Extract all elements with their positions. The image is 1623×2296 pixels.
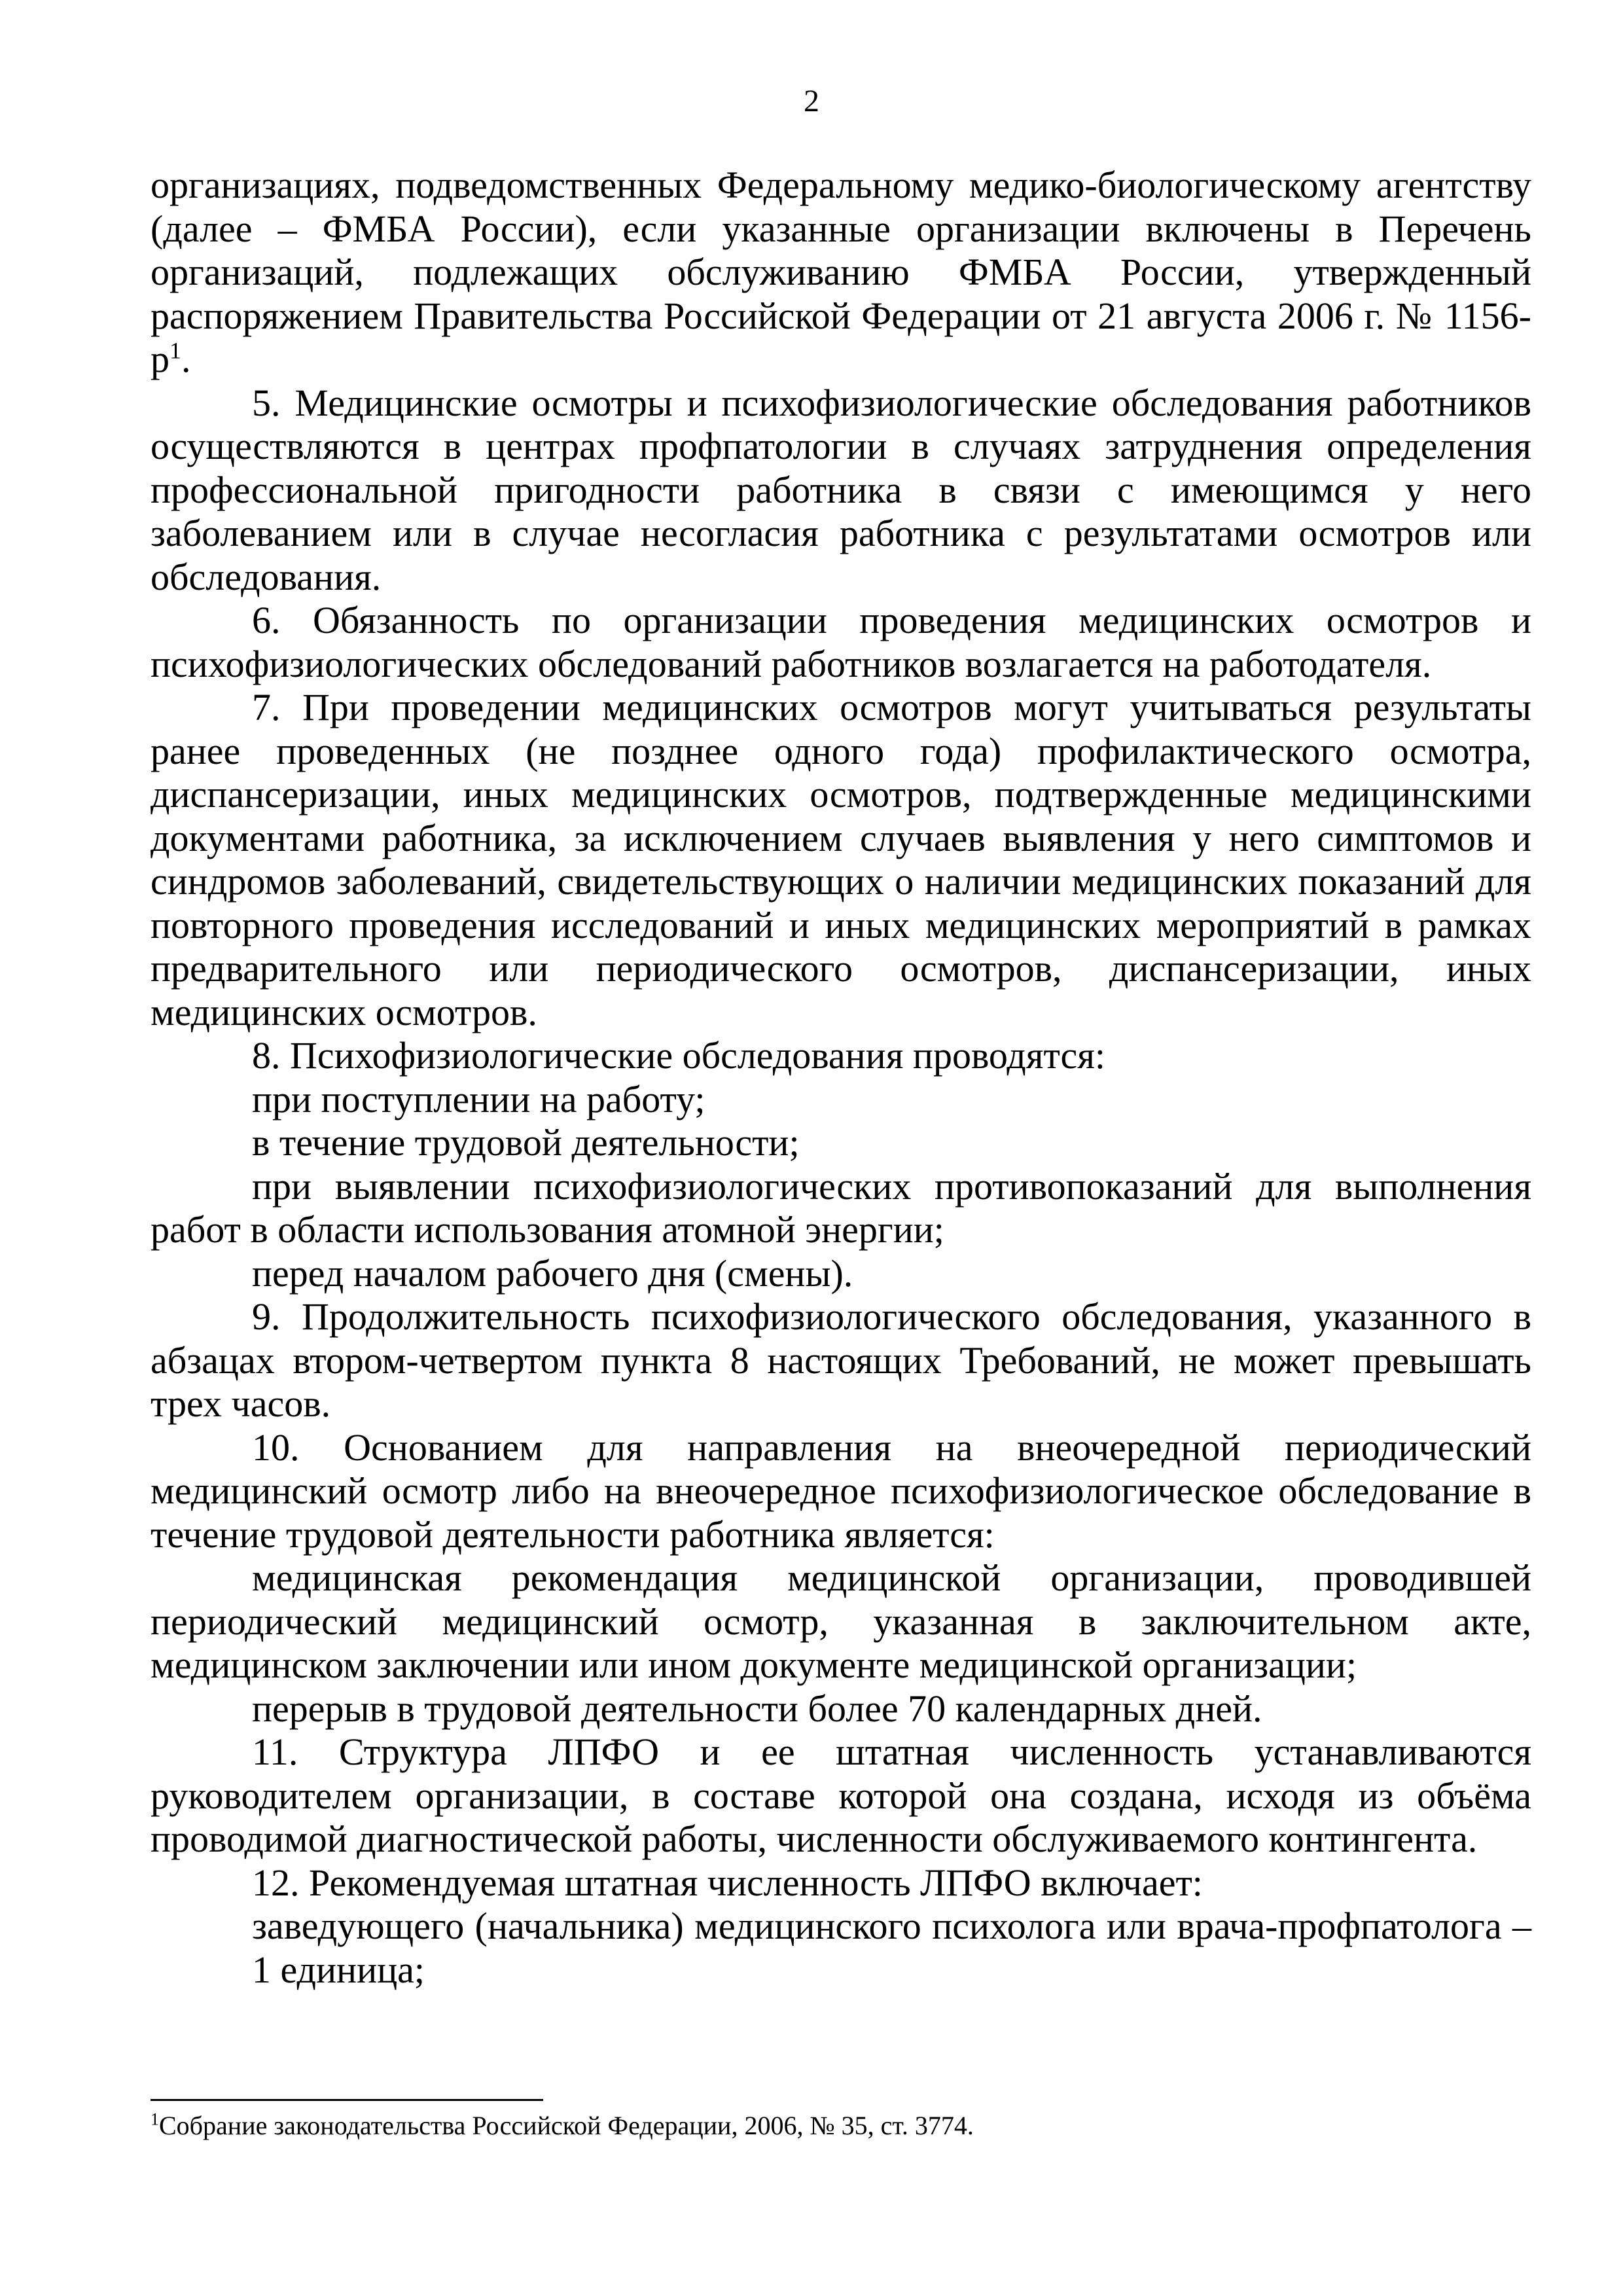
paragraph-item-8-sub-2: в течение трудовой деятельности; [252, 1121, 800, 1164]
footnote-reference[interactable]: 1 [169, 337, 181, 364]
paragraph-item-12-sub-1: заведующего (начальника) медицинского психолога или врача-профпатолога – 1 единица; [252, 1905, 1531, 1991]
paragraph-item-7: 7. При проведении медицинских осмотров могут учитываться результаты ранее проведенных (не позднее одного года) профилактического осмотра, диспансеризации, иных медицинских осмотров, подтвержденные медицинскими документами работника, за исключением случаев выявления у него симптомов и синдромов заболеваний, свидетельствующих о наличии медицинских показаний для повторного проведения исследований и иных медицинских мероприятий в рамках предварительного или периодического осмотров, диспансеризации, иных медицинских осмотров. [151, 686, 1531, 1033]
footnote-separator [151, 2099, 543, 2101]
paragraph-item-9: 9. Продолжительность психофизиологического обследования, указанного в абзацах втором-четвертом пункта 8 настоящих Требований, не может превышать трех часов. [151, 1295, 1531, 1425]
paragraph-item-6: 6. Обязанность по организации проведения медицинских осмотров и психофизиологических обследований работников возлагается на работодателя. [151, 599, 1531, 685]
paragraph-item-10: 10. Основанием для направления на внеочередной периодический медицинский осмотр либо на внеочередное психофизиологическое обследование в течение трудовой деятельности работника является: [151, 1426, 1531, 1556]
paragraph-item-5: 5. Медицинские осмотры и психофизиологические обследования работников осуществляются в центрах профпатологии в случаях затруднения определения профессиональной пригодности работника в связи с имеющимся у него заболеванием или в случае несогласия работника с результатами осмотров или обследования. [151, 381, 1531, 598]
paragraph-item-8: 8. Психофизиологические обследования проводятся: [252, 1034, 1106, 1077]
paragraph-text: организациях, подведомственных Федеральному медико-биологическому агентству (далее – ФМБА России), если указанные организации включены в Перечень организаций, подлежащих обслуживанию ФМБА России, утвержденный распоряжением Правительства Российской Федерации от 21 августа 2006 г. № 1156-р [151, 164, 1531, 380]
document-body [151, 164, 1531, 1992]
paragraph-tail: . [181, 338, 191, 380]
paragraph-continuation [151, 164, 1531, 382]
paragraph-item-8-sub-4: перед началом рабочего дня (смены). [252, 1251, 853, 1295]
footnote [151, 2109, 1531, 2143]
footnote-text: Собрание законодательства Российской Федерации, 2006, № 35, ст. 3774. [159, 2111, 974, 2140]
paragraph-item-11: 11. Структура ЛПФО и ее штатная численность устанавливаются руководителем организации, в составе которой она создана, исходя из объёма проводимой диагностической работы, численности обслуживаемого контингента. [151, 1731, 1531, 1860]
paragraph-item-8-sub-3: при выявлении психофизиологических противопоказаний для выполнения работ в области использования атомной энергии; [151, 1164, 1531, 1251]
paragraph-item-10-sub-1: медицинская рекомендация медицинской организации, проводившей периодический медицинский осмотр, указанная в заключительном акте, медицинском заключении или ином документе медицинской организации; [151, 1556, 1531, 1686]
paragraph-item-10-sub-2: перерыв в трудовой деятельности более 70 календарных дней. [252, 1687, 1262, 1730]
paragraph-item-12: 12. Рекомендуемая штатная численность ЛПФО включает: [252, 1861, 1203, 1904]
page-number: 2 [804, 84, 819, 118]
paragraph-item-8-sub-1: при поступлении на работу; [252, 1077, 705, 1121]
footnote-marker: 1 [151, 2109, 159, 2129]
